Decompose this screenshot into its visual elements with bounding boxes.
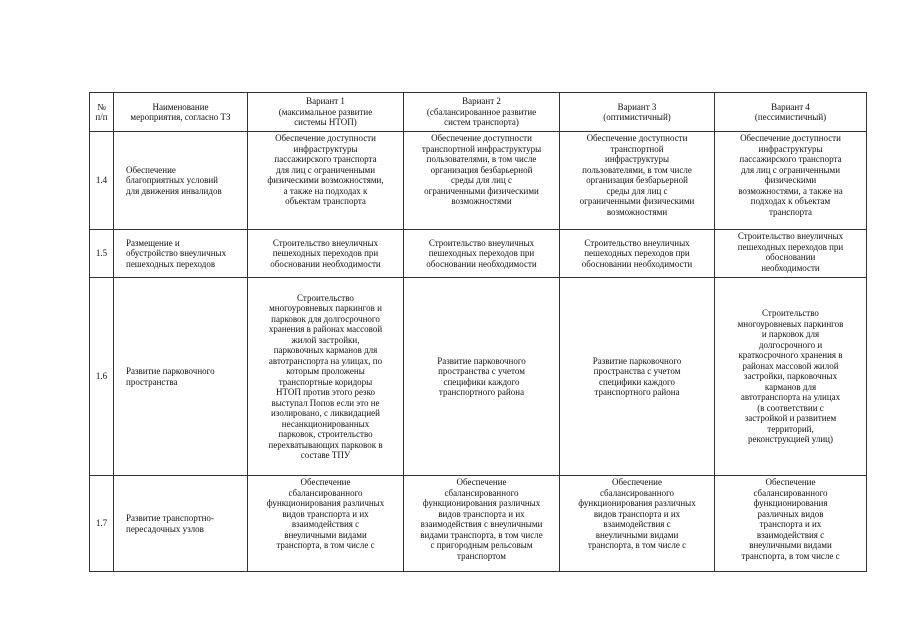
header-variant-4: Вариант 4 (пессимистичный) [715, 93, 867, 132]
table-row [90, 476, 867, 572]
row-variant-3: Развитие парковочного пространства с учетом специфики каждого транспортного района [560, 278, 715, 476]
row-variant-3: Строительство внеуличных пешеходных переходов при обосновании необходимости [560, 230, 715, 278]
row-measure-name: Размещение и обустройство внеуличных пешеходных переходов [114, 230, 248, 278]
row-variant-4: Обеспечение сбалансированного функционирования различных видов транспорта и их взаимодействия с внеуличными видами транспорта, в том числе с [715, 476, 867, 572]
row-variant-2: Строительство внеуличных пешеходных переходов при обосновании необходимости [404, 230, 560, 278]
header-measure-name: Наименование мероприятия, согласно ТЗ [114, 93, 248, 132]
row-variant-1: Строительство многоуровневых паркингов и парковок для долгосрочного хранения в районах массовой жилой застройки, парковочных карманов для автотранспорта на улицах, по которым проложены транспортные коридоры НТОП против этого резко выступал Попов если это не изолировано, с ликвидацией несанкционированных парковок, строительство перехватывающих парковок в составе ТПУ [248, 278, 404, 476]
row-variant-4: Обеспечение доступности инфраструктуры пассажирского транспорта для лиц с ограниченными физическими возможностями, а также на подходах к объектам транспорта [715, 132, 867, 230]
row-variant-2: Обеспечение доступности транспортной инфраструктуры пользователями, в том числе организация безбарьерной среды для лиц с ограниченными физическими возможностями [404, 132, 560, 230]
table-row [90, 132, 867, 230]
row-number: 1.5 [90, 230, 114, 278]
table-row [90, 278, 867, 476]
header-variant-1: Вариант 1 (максимальное развитие системы НТОП) [248, 93, 404, 132]
row-measure-name: Развитие парковочного пространства [114, 278, 248, 476]
header-number: № п/п [90, 93, 114, 132]
table-row [90, 230, 867, 278]
row-variant-1: Строительство внеуличных пешеходных переходов при обосновании необходимости [248, 230, 404, 278]
row-variant-2: Развитие парковочного пространства с учетом специфики каждого транспортного района [404, 278, 560, 476]
row-variant-3: Обеспечение сбалансированного функционирования различных видов транспорта и их взаимодействия с внеуличными видами транспорта, в том числе с [560, 476, 715, 572]
row-variant-4: Строительство многоуровневых паркингов и парковок для долгосрочного и краткосрочного хранения в районах массовой жилой застройки, парковочных карманов для автотранспорта на улицах (в соответствии с застройкой и развитием территорий, реконструкцией улиц) [715, 278, 867, 476]
row-number: 1.6 [90, 278, 114, 476]
measures-table [89, 92, 867, 572]
row-number: 1.4 [90, 132, 114, 230]
row-measure-name: Развитие транспортно- пересадочных узлов [114, 476, 248, 572]
row-variant-4: Строительство внеуличных пешеходных переходов при обосновании необходимости [715, 230, 867, 278]
header-row [90, 93, 867, 132]
header-variant-2: Вариант 2 (сбалансированное развитие систем транспорта) [404, 93, 560, 132]
row-variant-2: Обеспечение сбалансированного функционирования различных видов транспорта и их взаимодействия с внеуличными видами транспорта, в том числе с пригородным рельсовым транспортом [404, 476, 560, 572]
row-number: 1.7 [90, 476, 114, 572]
row-measure-name: Обеспечение благоприятных условий для движения инвалидов [114, 132, 248, 230]
header-variant-3: Вариант 3 (оптимистичный) [560, 93, 715, 132]
row-variant-1: Обеспечение сбалансированного функционирования различных видов транспорта и их взаимодействия с внеуличными видами транспорта, в том числе с [248, 476, 404, 572]
row-variant-3: Обеспечение доступности транспортной инфраструктуры пользователями, в том числе организация безбарьерной среды для лиц с ограниченными физическими возможностями [560, 132, 715, 230]
row-variant-1: Обеспечение доступности инфраструктуры пассажирского транспорта для лиц с ограниченными физическими возможностями, а также на подходах к объектам транспорта [248, 132, 404, 230]
